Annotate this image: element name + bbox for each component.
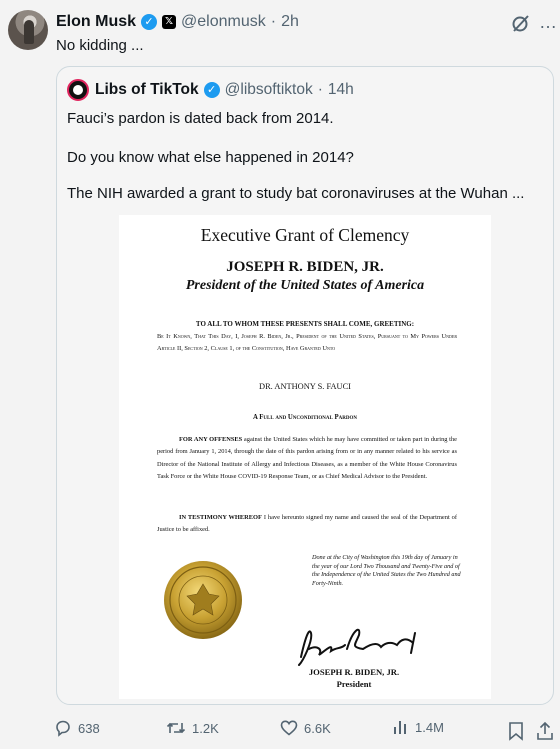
document-grant-clause: Be It Known, That This Day, I, Joseph R. Biden, Jr., President of the United States, Pursuant to My Powers Under Article II, Section 2, Clause 1, of the Constitution, Have Granted Unto [157, 333, 457, 353]
post-text: No kidding ... [56, 37, 144, 54]
views-icon [393, 719, 409, 735]
verified-badge-icon: ✓ [141, 14, 157, 30]
document-recipient: DR. ANTHONY S. FAUCI [259, 382, 351, 391]
grok-icon[interactable] [510, 12, 532, 34]
quoted-text-line-3: The NIH awarded a grant to study bat coronaviruses at the Wuhan ... [67, 185, 525, 202]
heart-icon [280, 719, 298, 737]
more-options-icon[interactable]: … [539, 12, 557, 32]
elon-musk-avatar[interactable] [8, 10, 48, 50]
document-greeting: TO ALL TO WHOM THESE PRESENTS SHALL COME, GREETING: [195, 320, 415, 328]
verified-badge-icon: ✓ [204, 82, 220, 98]
quoted-timestamp[interactable]: 14h [327, 81, 354, 98]
testimony-lead: IN TESTIMONY WHEREOF [179, 514, 262, 521]
reply-icon [54, 719, 72, 737]
document-offenses-paragraph [157, 434, 457, 484]
libs-of-tiktok-avatar[interactable] [67, 79, 89, 101]
reply-count: 638 [78, 720, 100, 736]
document-president-name: JOSEPH R. BIDEN, JR. [226, 259, 384, 275]
document-signer [294, 666, 414, 690]
document-done-text: Done at the City of Washington this 19th day of January in the year of our Lord Two Thousand and Twenty-Five and of the Independence of the United States the Two Hundred and Forty-Ninth. [312, 554, 461, 587]
like-count: 6.6K [304, 720, 331, 736]
author-handle[interactable]: @elonmusk [181, 13, 266, 30]
signer-name: JOSEPH R. BIDEN, JR. [308, 667, 400, 677]
share-icon[interactable] [536, 721, 554, 741]
quoted-text-line-2: Do you know what else happened in 2014? [67, 149, 354, 166]
document-testimony-paragraph [157, 512, 457, 537]
repost-count: 1.2K [192, 720, 219, 736]
reply-button[interactable] [54, 719, 100, 737]
offenses-text: against the United States which he may have committed or taken part in during the period from January 1, 2014, through the date of this pardon arising from or in any manner related to his service as Director of the National Institute of Allergy and Infectious Diseases, as a member of the White House Coronavirus Task Force or the White House COVID-19 Response Team, or as Chief Medical Advisor to the President. [157, 436, 457, 481]
author-name[interactable]: Elon Musk [56, 13, 137, 30]
clemency-document-image[interactable] [119, 215, 491, 699]
document-pardon-type: A Full and Unconditional Pardon [253, 414, 357, 421]
repost-icon [166, 719, 186, 737]
quoted-post-card[interactable] [56, 66, 554, 705]
repost-button[interactable] [166, 719, 219, 737]
post-action-bar [0, 719, 560, 745]
offenses-lead: FOR ANY OFFENSES [179, 436, 243, 443]
signature-image [289, 619, 429, 669]
quoted-author-row [95, 81, 354, 99]
testimony-text: I have hereunto signed my name and caused the seal of the Department of Justice to be affixed. [157, 514, 457, 534]
views-count: 1.4M [415, 719, 444, 735]
post-author-row [56, 12, 299, 32]
signer-title: President [336, 679, 372, 689]
quoted-author-name[interactable]: Libs of TikTok [95, 81, 199, 98]
views-button[interactable] [393, 719, 444, 735]
separator-dot: · [270, 13, 277, 30]
separator-dot: · [317, 81, 323, 98]
quoted-author-handle[interactable]: @libsoftiktok [224, 81, 313, 98]
quoted-text-line-1: Fauci’s pardon is dated back from 2014. [67, 110, 334, 127]
document-office: President of the United States of America [185, 278, 425, 293]
doj-seal-icon [163, 560, 243, 640]
like-button[interactable] [280, 719, 331, 737]
x-affiliation-icon: 𝕏 [162, 15, 176, 29]
document-title: Executive Grant of Clemency [200, 225, 410, 245]
post-timestamp[interactable]: 2h [281, 13, 299, 30]
bookmark-icon[interactable] [508, 721, 524, 741]
